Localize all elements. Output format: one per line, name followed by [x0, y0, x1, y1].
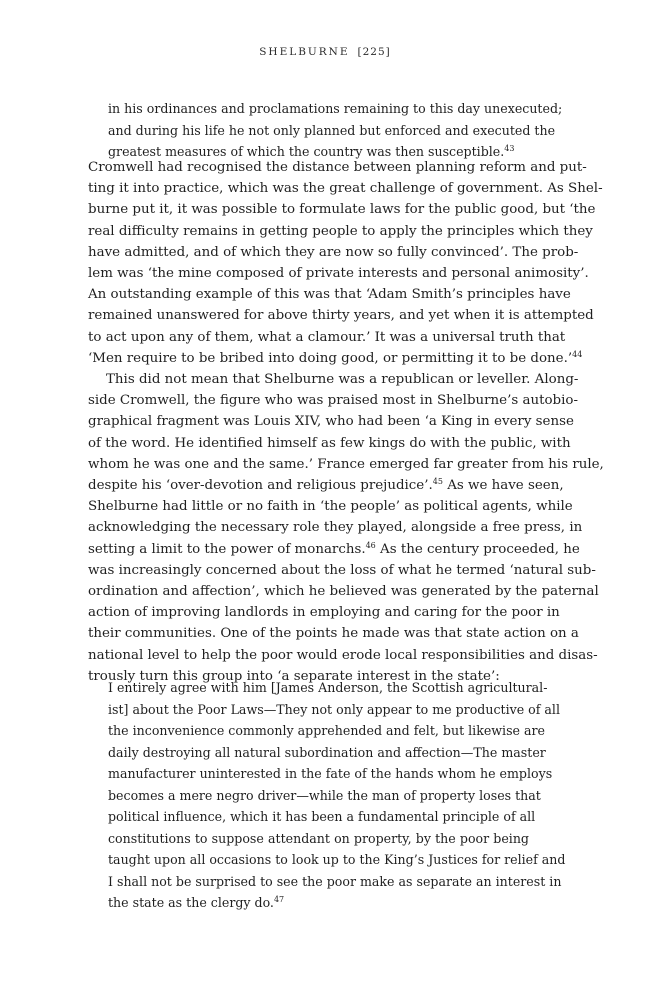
text-line: Shelburne had little or no faith in ‘the people’ as political agents, while: [88, 499, 573, 515]
text-line: Cromwell had recognised the distance between planning reform and put-: [88, 160, 587, 175]
quote-line: taught upon all occasions to look up to the King’s Justices for relief and: [108, 852, 566, 867]
quote-line: constitutions to suppose attendant on property, by the poor being: [108, 830, 529, 846]
text-line: have admitted, and of which they are now so fully convinced’. The prob-: [88, 244, 579, 260]
footnote-ref: 45: [432, 477, 443, 487]
block-quote-continued: [108, 98, 563, 163]
text-line: acknowledging the necessary role they played, alongside a free press, in: [88, 520, 583, 536]
quote-line: I entirely agree with him [James Anderson, the Scottish agricultural-: [108, 680, 548, 695]
text-line: despite his ‘over-devotion and religious prejudice’.$^{45}$ As we have seen,: [88, 477, 564, 494]
text-line: side Cromwell, the figure who was praised most in Shelburne’s autobio-: [88, 393, 578, 409]
text-line: action of improving landlords in employing and caring for the poor in: [88, 605, 560, 621]
text-line: graphical fragment was Louis XIV, who had been ‘a King in every sense: [88, 414, 574, 430]
text-line: remained unanswered for above thirty years, and yet when it is attempted: [88, 308, 594, 324]
quote-line: the inconvenience commonly apprehended and felt, but likewise are: [108, 723, 545, 738]
footnote-ref: 46: [365, 540, 376, 550]
text-line: burne put it, it was possible to formulate laws for the public good, but ‘the: [88, 202, 596, 218]
quote-line-last: the state as the clergy do.$^{47}$: [108, 895, 285, 910]
text-line: of the word. He identified himself as few kings do with the public, with: [88, 435, 571, 451]
text-line: whom he was one and the same.’ France emerged far greater from his rule,: [88, 456, 604, 472]
text-line: real difficulty remains in getting people to apply the principles which they: [88, 223, 593, 239]
text-line: lem was ‘the mine composed of private interests and personal animosity’.: [88, 266, 589, 282]
text-line: ordination and affection’, which he believed was generated by the paternal: [88, 584, 599, 600]
quote-line: manufacturer uninterested in the fate of the hands whom he employs: [108, 766, 553, 781]
text-line: national level to help the poor would erode local responsibilities and disas-: [88, 647, 598, 663]
quote-line: ist] about the Poor Laws—They not only appear to me productive of all: [108, 701, 560, 717]
body-paragraph-2: [88, 369, 604, 687]
text-line-last: trously turn this group into ‘a separate interest in the state’:: [88, 668, 500, 684]
text-line: to act upon any of them, what a clamour.’ It was a universal truth that: [88, 329, 566, 345]
quote-line: becomes a mere negro driver—while the man of property loses that: [108, 787, 541, 803]
text-line: This did not mean that Shelburne was a republican or leveller. Along-: [106, 372, 579, 387]
footnote-ref: 43: [504, 144, 515, 153]
text-line: ting it into practice, which was the great challenge of government. As Shel-: [88, 181, 603, 197]
text-line: An outstanding example of this was that ‘Adam Smith’s principles have: [88, 287, 571, 303]
text-line: was increasingly concerned about the loss of what he termed ‘natural sub-: [88, 562, 596, 578]
running-head-title: SHELBURNE: [259, 46, 350, 58]
text-line: their communities. One of the points he made was that state action on a: [88, 626, 579, 642]
quote-line: daily destroying all natural subordination and affection—The master: [108, 744, 546, 760]
running-head: [0, 46, 650, 58]
quote-line-last: greatest measures of which the country was then susceptible.$^{43}$: [108, 144, 515, 159]
block-quote: [108, 677, 566, 914]
text-line-last: ‘Men require to be bribed into doing good, or permitting it to be done.’$^{44}$: [88, 349, 583, 366]
quote-line: in his ordinances and proclamations remaining to this day unexecuted;: [108, 101, 563, 116]
page-number: [225]: [357, 46, 391, 58]
text-line: setting a limit to the power of monarchs.$^{46}$ As the century proceeded, he: [88, 540, 580, 557]
footnote-ref: 47: [273, 895, 285, 904]
body-paragraph-1: [88, 157, 603, 369]
quote-line: and during his life he not only planned but enforced and executed the: [108, 122, 556, 138]
footnote-ref: 44: [572, 349, 583, 359]
quote-line: political influence, which it has been a fundamental principle of all: [108, 809, 536, 824]
quote-line: I shall not be surprised to see the poor make as separate an interest in: [108, 873, 562, 889]
